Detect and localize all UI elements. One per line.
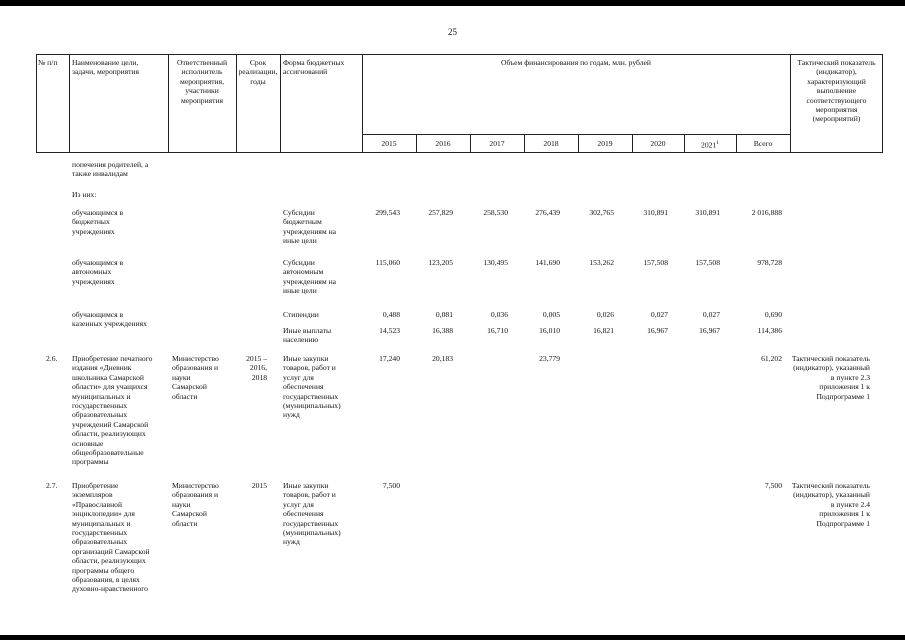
item-form-2-6: государственных xyxy=(283,391,339,401)
item-executor-2-6: области xyxy=(172,391,198,401)
item-form-2-7: товаров, работ и xyxy=(283,490,336,500)
row-form-payments: населению xyxy=(283,335,319,345)
value-cell-autonomous: 130,495 xyxy=(483,258,508,267)
item-form-2-6: товаров, работ и xyxy=(283,363,336,373)
value-cell-payments: 16,967 xyxy=(699,326,720,335)
header-top-rule xyxy=(36,54,882,55)
value-cell-stipend: 0,036 xyxy=(490,310,508,319)
item-executor-2-6: Самарской xyxy=(172,382,207,392)
value-cell-autonomous: 141,690 xyxy=(535,258,560,267)
value-cell-autonomous: 153,262 xyxy=(589,258,614,267)
value-2015-2-6: 17,240 xyxy=(379,354,400,363)
item-executor-2-7: области xyxy=(172,518,198,528)
value-cell-payments: 14,523 xyxy=(379,326,400,335)
item-name-2-6: области» для учащихся xyxy=(72,382,148,392)
row-name-budget: обучающимся в xyxy=(72,208,124,217)
value-cell-stipend: 0,005 xyxy=(542,310,560,319)
continued-name-text: попечения родителей, а xyxy=(72,160,149,169)
header-column-rule xyxy=(36,54,37,153)
header-indicator-label: соответствующего xyxy=(806,95,867,105)
value-cell-autonomous: 115,060 xyxy=(375,258,400,267)
item-number-2-7: 2.7. xyxy=(46,481,58,490)
item-executor-2-6: Министерство xyxy=(172,354,219,363)
row-name-autonomous: обучающимся в xyxy=(72,258,124,267)
item-form-2-6: Иные закупки xyxy=(283,354,329,363)
value-cell-budget: 302,765 xyxy=(589,208,614,217)
year-header-label: 2015 xyxy=(381,139,397,148)
header-term-label: Срок xyxy=(249,58,267,67)
row-form-payments: Иные выплаты xyxy=(283,326,332,335)
header-executor-label: участники xyxy=(185,86,219,96)
item-name-2-6: основные xyxy=(72,438,104,448)
year-header-label: Всего xyxy=(753,139,773,148)
value-cell-stipend: 0,488 xyxy=(382,310,400,319)
header-indicator-label: (индикатор), xyxy=(816,67,857,77)
years-row-rule xyxy=(362,134,790,135)
header-column-rule xyxy=(882,54,883,153)
item-name-2-6: государственных xyxy=(72,401,128,410)
value-cell-payments: 16,710 xyxy=(487,326,508,335)
row-name-autonomous: учреждениях xyxy=(72,276,115,286)
item-indicator-2-6: в пункте 2.3 xyxy=(830,372,870,382)
item-indicator-2-7: Тактический показатель xyxy=(791,481,870,490)
row-name-budget: учреждениях xyxy=(72,226,115,236)
header-indicator-label: мероприятия xyxy=(815,105,858,114)
header-form-label: ассигнований xyxy=(283,67,328,77)
row-form-budget: иные цели xyxy=(283,236,317,246)
header-term-label: реализации, xyxy=(238,67,278,77)
value-cell-budget: 258,530 xyxy=(483,208,508,217)
item-name-2-7: энциклопедии» для xyxy=(72,509,135,519)
item-name-2-7: программы общего xyxy=(72,565,135,575)
header-column-rule xyxy=(280,54,281,153)
year-header-label: 2016 xyxy=(435,139,451,148)
page-number: 25 xyxy=(448,27,457,37)
header-executor-label: исполнитель xyxy=(181,67,223,77)
bottom-border xyxy=(0,635,905,640)
item-indicator-2-7: Подпрограмме 1 xyxy=(816,518,870,528)
row-form-autonomous: учреждениям на xyxy=(283,276,337,286)
value-cell-budget: 310,891 xyxy=(695,208,720,217)
header-indicator-label: (мероприятий) xyxy=(812,114,861,124)
header-executor-label: мероприятия, xyxy=(180,76,224,86)
item-term-2-6: 2015 – xyxy=(246,354,267,363)
row-name-state: обучающимся в xyxy=(72,310,124,319)
item-name-2-6: школьника Самарской xyxy=(72,372,144,382)
item-form-2-6: услуг для xyxy=(283,372,314,382)
header-num-label: № п/п xyxy=(38,58,58,67)
footnote-mark: 1 xyxy=(716,140,719,146)
value-cell-autonomous: 157,508 xyxy=(643,258,668,267)
item-name-2-6: издания «Дневник xyxy=(72,363,132,373)
value-cell-budget: 257,829 xyxy=(428,208,453,217)
value-cell-autonomous: 978,728 xyxy=(757,258,782,267)
item-term-2-7: 2015 xyxy=(251,481,267,490)
item-term-2-6: 2016, xyxy=(249,363,267,373)
year-header-label: 2019 xyxy=(597,139,613,148)
item-term-2-6: 2018 xyxy=(251,372,267,382)
header-executor-label: Ответственный xyxy=(176,58,228,67)
header-name-label: задачи, мероприятия xyxy=(72,67,140,77)
item-name-2-7: экземпляров xyxy=(72,490,113,500)
continued-name-text: также инвалидам xyxy=(72,169,128,179)
header-form-label: Форма бюджетных xyxy=(283,58,345,67)
header-bottom-rule xyxy=(36,152,882,153)
item-form-2-7: Иные закупки xyxy=(283,481,329,490)
item-executor-2-6: науки xyxy=(172,372,191,382)
item-name-2-6: учреждений Самарской xyxy=(72,419,149,429)
item-indicator-2-7: (индикатор), указанный xyxy=(793,490,870,500)
item-indicator-2-6: приложения 1 к xyxy=(819,382,870,392)
value-2016-2-6: 20,183 xyxy=(432,354,453,363)
header-indicator-label: выполнение xyxy=(816,86,857,96)
item-form-2-6: обеспечения xyxy=(283,382,324,392)
item-name-2-7: духовно-нравственного xyxy=(72,584,148,594)
row-form-autonomous: Субсидии xyxy=(283,258,315,267)
value-cell-payments: 16,388 xyxy=(432,326,453,335)
item-indicator-2-6: (индикатор), указанный xyxy=(793,363,870,373)
row-name-budget: бюджетных xyxy=(72,217,110,227)
item-indicator-2-6: Подпрограмме 1 xyxy=(816,391,870,401)
value-cell-payments: 16,010 xyxy=(539,326,560,335)
item-name-2-7: образования, в целях xyxy=(72,575,140,584)
value-cell-stipend: 0,690 xyxy=(764,310,782,319)
header-indicator-label: Тактический показатель xyxy=(797,58,876,67)
year-header-label: 2018 xyxy=(543,139,559,148)
item-form-2-7: государственных xyxy=(283,518,339,528)
item-name-2-7: образовательных xyxy=(72,537,128,547)
item-name-2-6: области, реализующих xyxy=(72,429,146,439)
item-name-2-7: области, реализующих xyxy=(72,556,146,566)
row-form-budget: бюджетным xyxy=(283,217,322,227)
row-form-stipend: Стипендии xyxy=(283,310,319,319)
item-executor-2-6: образования и xyxy=(172,363,219,373)
year-header-label: 2020 xyxy=(650,139,666,148)
item-executor-2-7: науки xyxy=(172,499,191,509)
value-cell-budget: 2 016,888 xyxy=(751,208,782,217)
value-cell-stipend: 0,026 xyxy=(596,310,614,319)
value-cell-budget: 299,543 xyxy=(375,208,400,217)
value-total-2-6: 61,202 xyxy=(761,354,782,363)
header-indicator-label: характеризующий xyxy=(807,76,866,86)
value-cell-autonomous: 123,205 xyxy=(428,258,453,267)
row-form-autonomous: автономным xyxy=(283,267,324,277)
item-number-2-6: 2.6. xyxy=(46,354,58,363)
item-executor-2-7: Самарской xyxy=(172,509,207,519)
value-cell-stipend: 0,027 xyxy=(650,310,668,319)
header-volume-label: Объем финансирования по годам, млн. рублей xyxy=(501,58,651,67)
row-form-budget: Субсидии xyxy=(283,208,315,217)
item-form-2-7: (муниципальных) xyxy=(283,528,341,537)
item-name-2-7: организаций Самарской xyxy=(72,546,150,556)
of-them-label: Из них: xyxy=(72,190,97,199)
item-form-2-7: обеспечения xyxy=(283,509,324,519)
year-header-label: 2017 xyxy=(489,139,505,148)
value-cell-stipend: 0,027 xyxy=(702,310,720,319)
item-name-2-7: Приобретение xyxy=(72,481,119,490)
item-name-2-7: государственных xyxy=(72,528,128,537)
item-indicator-2-7: в пункте 2.4 xyxy=(830,499,870,509)
item-name-2-6: образовательных xyxy=(72,410,128,420)
item-form-2-7: услуг для xyxy=(283,499,314,509)
item-indicator-2-7: приложения 1 к xyxy=(819,509,870,519)
item-name-2-6: программы xyxy=(72,457,109,467)
item-indicator-2-6: Тактический показатель xyxy=(791,354,870,363)
value-cell-budget: 276,439 xyxy=(535,208,560,217)
value-total-2-7: 7,500 xyxy=(764,481,782,490)
value-cell-autonomous: 157,508 xyxy=(695,258,720,267)
row-name-autonomous: автономных xyxy=(72,267,112,277)
value-2015-2-7: 7,500 xyxy=(382,481,400,490)
header-executor-label: мероприятия xyxy=(180,95,224,105)
row-form-autonomous: иные цели xyxy=(283,286,317,296)
item-form-2-6: (муниципальных) xyxy=(283,401,341,410)
item-form-2-6: нужд xyxy=(283,410,300,420)
value-cell-payments: 16,967 xyxy=(647,326,668,335)
item-executor-2-7: образования и xyxy=(172,490,219,500)
item-form-2-7: нужд xyxy=(283,537,300,547)
year-header-label: 2021$^1$ xyxy=(701,140,719,150)
item-executor-2-7: Министерство xyxy=(172,481,219,490)
item-name-2-6: общеобразовательные xyxy=(72,448,144,457)
top-border xyxy=(0,0,905,6)
header-name-label: Наименование цели, xyxy=(72,58,139,67)
item-name-2-6: Приобретение печатного xyxy=(72,354,153,363)
row-form-budget: учреждениям на xyxy=(283,226,337,236)
header-term-label: годы xyxy=(250,76,266,86)
item-name-2-6: муниципальных и xyxy=(72,391,131,401)
header-column-rule xyxy=(69,54,70,153)
value-cell-payments: 16,821 xyxy=(593,326,614,335)
value-2018-2-6: 23,779 xyxy=(539,354,560,363)
value-cell-stipend: 0,081 xyxy=(435,310,453,319)
item-name-2-7: «Православной xyxy=(72,499,123,509)
value-cell-budget: 310,891 xyxy=(643,208,668,217)
value-cell-payments: 114,386 xyxy=(757,326,782,335)
row-name-state: казенных учреждениях xyxy=(72,319,147,329)
item-name-2-7: муниципальных и xyxy=(72,518,131,528)
